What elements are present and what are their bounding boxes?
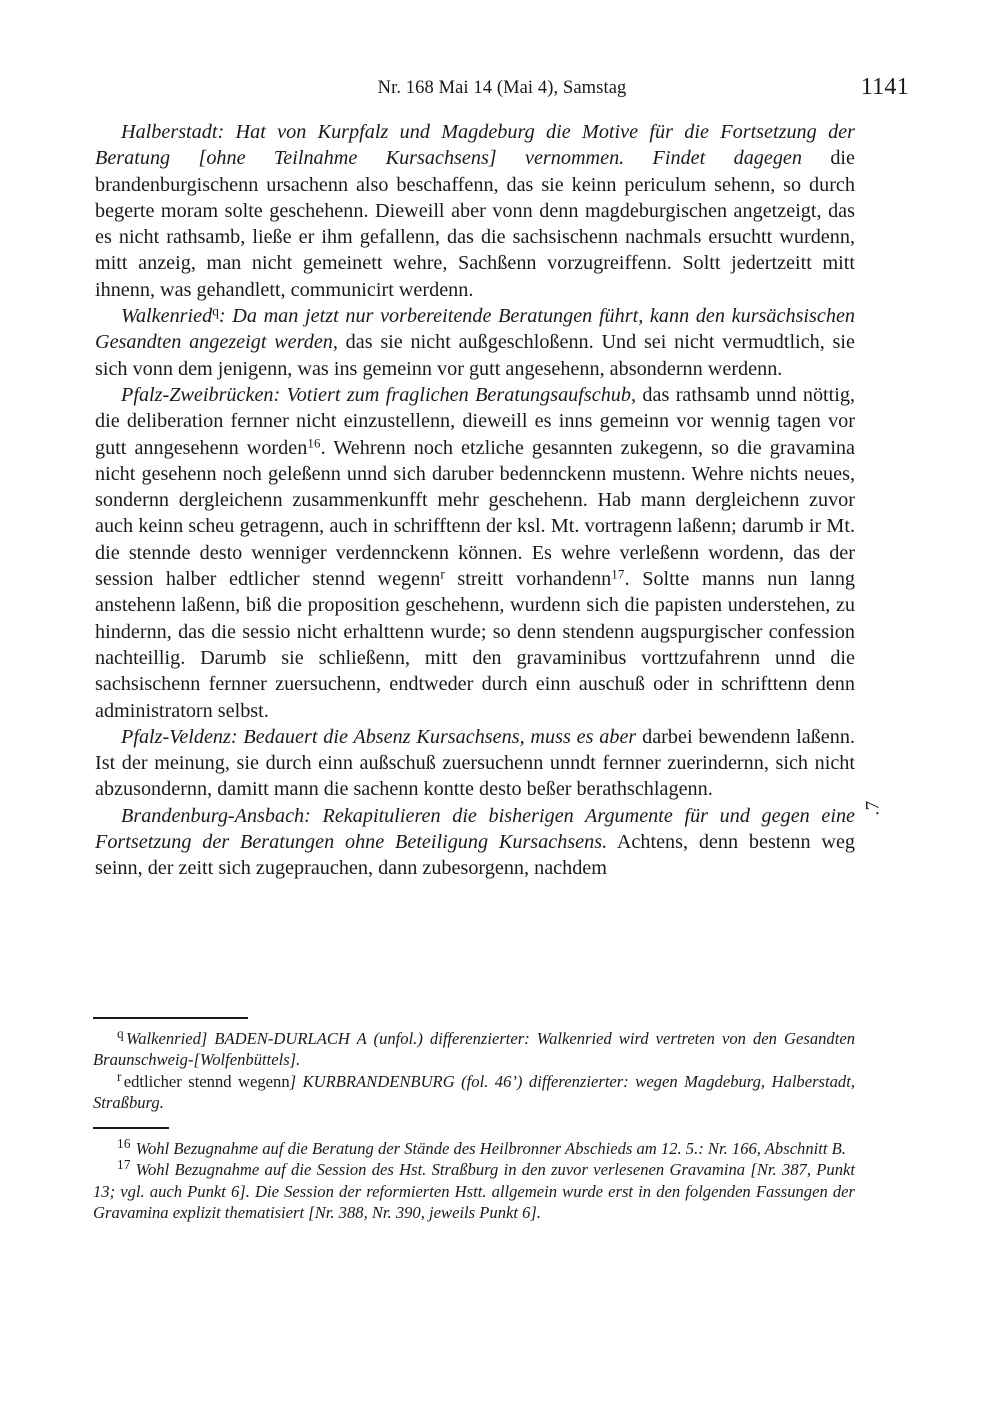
running-head — [95, 74, 909, 104]
transcription-pfalz-veldenz: darbei bewendenn laßenn. Ist der meinung, sie durch einn außschuß zuersuchenn unndt fernner zuerindernn, sich nicht abzusondernn, damitt mann die sachenn kontte desto beßer berathschlagenn. — [95, 725, 855, 801]
page-number: 1141 — [860, 74, 909, 100]
footnote-marker-17: 17 — [611, 566, 625, 582]
apparatus-marker-r: r — [440, 566, 445, 582]
footnote-marker-16: 16 — [307, 434, 321, 450]
paragraph-walkenried — [95, 303, 855, 382]
transcription-halberstadt: die brandenburgischenn ursachenn also beschaffenn, das sie keinn periculum sehenn, so durch begerte moram solte geschehenn. Dieweill aber vonn denn magdeburgischen angetzeigt, das es nicht rathsamb, ließe er ihm gefallenn, das die sachsischenn nachmals ersuchtt wurdenn, mitt anzeig, man nicht gemeinett wehre, Sachßenn vorzugreiffenn. Soltt jedertzeitt mitt ihnenn, was gehandlett, communicirt werdenn. — [95, 147, 856, 301]
speaker-label-pfalz-veldenz: Pfalz-Veldenz: — [121, 725, 238, 748]
footnote-entry-17 — [93, 1159, 855, 1224]
footnote-number-16: 16 — [117, 1135, 131, 1151]
footnote-block — [93, 1127, 855, 1224]
summary-walkenried: : Da man jetzt nur vorbereitende Beratungen führt, kann den kursächsischen Gesandten angezeigt werden, — [95, 305, 855, 354]
paragraph-pfalz-veldenz — [95, 724, 855, 803]
footnote-entry-16 — [93, 1135, 855, 1160]
footnote-text-16: Wohl Bezugnahme auf die Beratung der Stände des Heilbronner Abschieds am 12. 5.: Nr. 166, Abschnitt B. — [135, 1138, 846, 1158]
apparatus-entry-r — [93, 1068, 855, 1114]
summary-halberstadt: Hat von Kurpfalz und Magdeburg die Motive für die Fortsetzung der Beratung [ohne Teilnahme Kursachsens] vernommen. Findet dagegen — [95, 121, 855, 170]
transcription-walkenried: das sie nicht außgeschloßenn. Und sei nicht vermudtlich, sie sich vonn dem jenigenn, was ins gemeinn vor gutt angesehenn, absondernn werdenn. — [95, 331, 855, 380]
textual-apparatus — [93, 1017, 855, 1114]
speaker-label-brandenburg-ansbach: Brandenburg-Ansbach: — [121, 804, 311, 827]
apparatus-lemma-q: Walkenried] — [125, 1028, 208, 1048]
speaker-label-halberstadt: Halberstadt: — [121, 121, 225, 143]
paragraph-pfalz-zweibruecken — [95, 382, 855, 724]
paragraph-brandenburg-ansbach — [95, 803, 855, 882]
summary-pfalz-veldenz: Bedauert die Absenz Kursachsens, muss es aber — [237, 725, 637, 748]
transcription-pfalz-zweibruecken-2: . Wehrenn noch etzliche gesannten zukegenn, so die gravamina nicht gesehenn noch geleßenn unnd sich daruber bedennckenn mustenn. Wehre nichts neues, sondernn dergleichenn zusammenkunfft mehr geschehenn. Hab mann dergleichenn zuvor auch keinn scheu getragenn, auch in schrifftenn der ksl. Mt. vortragenn laßenn; darumb ir Mt. die stennde desto wenniger verdennckenn können. Es wehre verleßenn wordenn, das der session halber edtlicher stennd wegenn — [95, 436, 855, 591]
speaker-label-pfalz-zweibruecken: Pfalz-Zweibrücken: — [121, 383, 281, 406]
apparatus-separator-rule — [93, 1017, 248, 1019]
footnote-text-17: Wohl Bezugnahme auf die Session des Hst. Straßburg in den zuvor verlesenen Gravamina [Nr. 387, Punkt 13; vgl. auch Punkt 6]. Die Session der reformierten Hstt. allgemein wurde erst in den folgenden Fassungen der Gravamina explizit thematisiert [Nr. 388, Nr. 390, jeweils Punkt 6]. — [93, 1160, 855, 1223]
body-text — [95, 119, 855, 882]
paragraph-halberstadt — [95, 119, 855, 303]
apparatus-marker-q: q — [212, 303, 219, 319]
summary-pfalz-zweibruecken: Votiert zum fraglichen Beratungsaufschub, — [280, 383, 637, 406]
apparatus-reading-q: BADEN-DURLACH A (unfol.) differenzierter: Walkenried wird vertreten von den Gesandten Braunschweig-[Wolfenbüttels]. — [93, 1028, 855, 1070]
transcription-brandenburg-ansbach: Achtens, denn bestenn weg seinn, der zeitt sich zugeprauchen, dann zubesorgenn, nachdem — [95, 831, 856, 880]
running-head-title: Nr. 168 Mai 14 (Mai 4), Samstag — [377, 78, 627, 98]
apparatus-lemma-r: edtlicher stennd wegenn — [123, 1071, 290, 1091]
footnote-separator-rule — [93, 1127, 169, 1129]
transcription-pfalz-zweibruecken-4: . Soltte manns nun lanng anstehenn laßenn, biß die proposition geschehenn, wurdenn sich die papisten understehen, zu hindernn, das die sessio nicht erhalttenn wurde; so denn stendenn augspurgischer confession nachteillig. Darumb sie schließenn, mitt den gravaminibus vorttzufahrenn unnd die sachsischenn fernner zuersuchenn, endtweder durch einn auschuß oder in schrifttenn denn administratorn selbst. — [95, 568, 856, 722]
transcription-pfalz-zweibruecken-1: das rathsamb unnd nöttig, die deliberation fernner nicht einzustellenn, dieweill es inns gemeinn vor wennig tagen vor gutt anngesehenn worden — [95, 383, 855, 459]
apparatus-siglum-r: r — [117, 1068, 122, 1084]
summary-brandenburg-ansbach: Rekapitulieren die bisherigen Argumente für und gegen eine Fortsetzung der Beratungen ohne Beteiligung Kursachsens. — [95, 804, 855, 854]
apparatus-siglum-q: q — [117, 1025, 124, 1041]
speaker-label-walkenried: Walkenried — [121, 305, 213, 328]
marginal-folio-mark: .7 — [862, 800, 884, 816]
footnote-number-17: 17 — [117, 1157, 131, 1173]
apparatus-lemma-bracket-r: ] — [289, 1071, 297, 1091]
apparatus-reading-r: KURBRANDENBURG (fol. 46’) differenzierter: wegen Magdeburg, Halberstadt, Straßburg. — [93, 1071, 855, 1113]
transcription-pfalz-zweibruecken-3: streitt vorhandenn — [444, 568, 612, 591]
apparatus-entry-q — [93, 1025, 855, 1071]
